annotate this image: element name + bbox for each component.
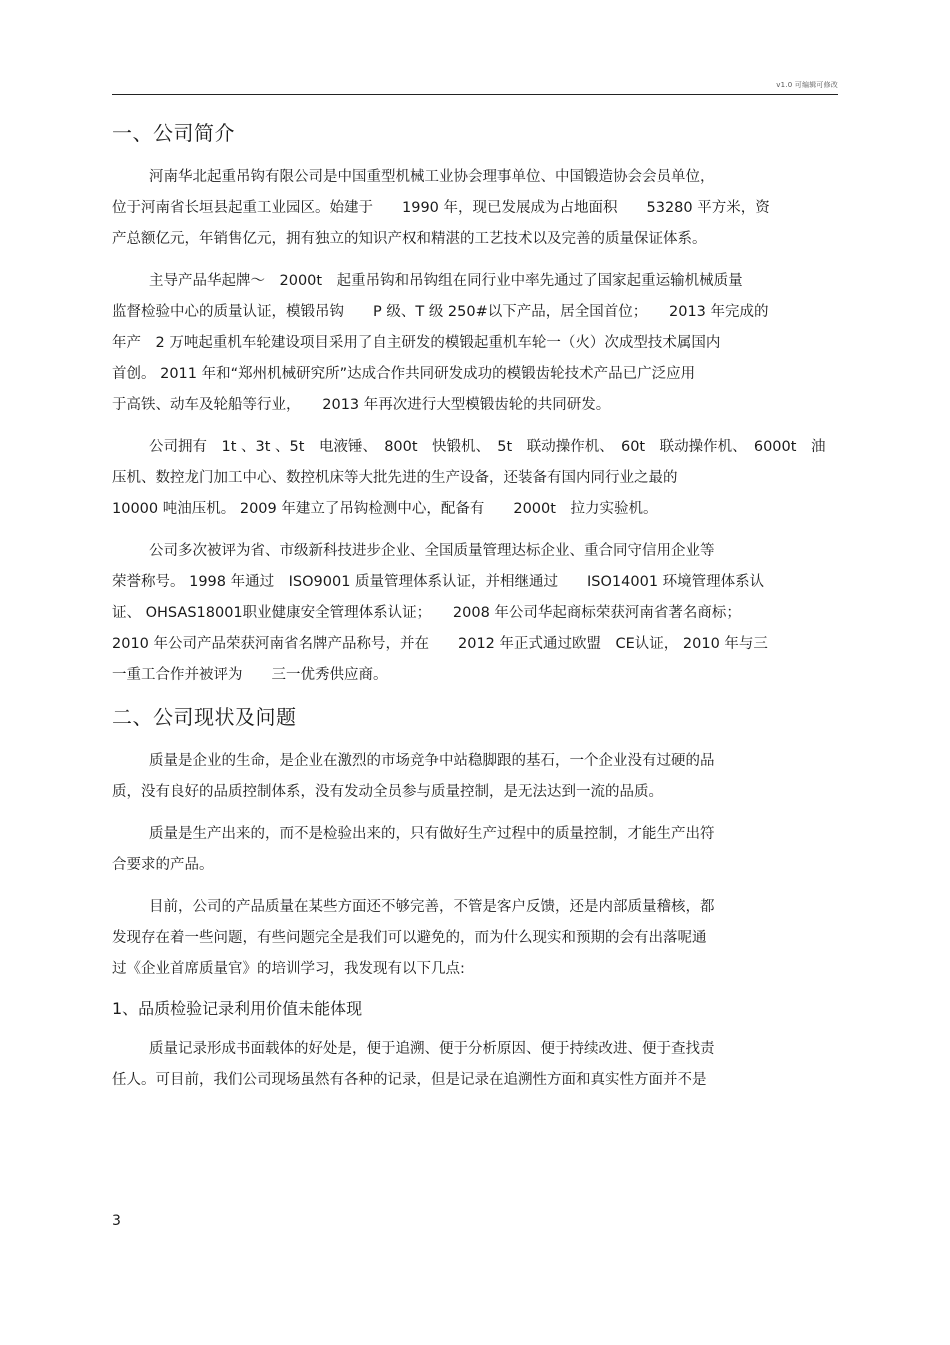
paragraph (112, 746, 838, 808)
paragraph (112, 266, 838, 421)
text-line: 证、 OHSAS18001职业健康安全管理体系认证； 2008 年公司华起商标荣获河南省著名商标； (112, 605, 741, 621)
text-line: 监督检验中心的质量认证，模锻吊钩 P 级、T 级 250#以下产品，居全国首位； 2013 年完成的 (112, 304, 769, 320)
text-line: 于高铁、动车及轮船等行业， 2013 年再次进行大型模锻齿轮的共同研发。 (112, 397, 611, 413)
text-line: 一重工合作并被评为 三一优秀供应商。 (112, 667, 388, 683)
paragraph (112, 819, 838, 881)
section-title-company-intro: 一、公司简介 (112, 121, 235, 145)
text-line: 主导产品华起牌～ 2000t 起重吊钩和吊钩组在同行业中率先通过了国家起重运输机械质量 (149, 273, 743, 289)
text-line: 年产 2 万吨起重机车轮建设项目采用了自主研发的模锻起重机车轮一（火）次成型技术属国内 (112, 335, 721, 351)
version-note: v1.0 可编辑可修改 (776, 81, 838, 89)
paragraph (112, 536, 838, 691)
paragraph (112, 892, 838, 985)
subsection-title: 1、品质检验记录利用价值未能体现 (112, 999, 363, 1018)
text-line: 任人。可目前，我们公司现场虽然有各种的记录，但是记录在追溯性方面和真实性方面并不是 (112, 1072, 707, 1088)
text-line: 质量记录形成书面载体的好处是，便于追溯、便于分析原因、便于持续改进、便于查找责 (149, 1041, 715, 1057)
paragraph (112, 1034, 838, 1096)
text-line: 首创。 2011 年和“郑州机械研究所”达成合作共同研发成功的模锻齿轮技术产品已广泛应用 (112, 366, 696, 382)
section-title-status-and-issues: 二、公司现状及问题 (112, 705, 297, 729)
text-line: 产总额亿元，年销售亿元，拥有独立的知识产权和精湛的工艺技术以及完善的质量保证体系。 (112, 231, 707, 247)
text-line: 河南华北起重吊钩有限公司是中国重型机械工业协会理事单位、中国锻造协会会员单位， (149, 169, 715, 185)
text-line: 过《企业首席质量官》的培训学习，我发现有以下几点: (112, 961, 465, 977)
text-line: 公司拥有 1t 、3t 、5t 电液锤、 800t 快锻机、 5t 联动操作机、 60t 联动操作机、 6000t 油 (149, 439, 826, 455)
page-number: 3 (112, 1213, 121, 1229)
text-line: 质，没有良好的品质控制体系，没有发动全员参与质量控制，是无法达到一流的品质。 (112, 784, 663, 800)
paragraph (112, 162, 838, 255)
text-line: 发现存在着一些问题，有些问题完全是我们可以避免的，而为什么现实和预期的会有出落呢通 (112, 930, 707, 946)
text-line: 10000 吨油压机。 2009 年建立了吊钩检测中心，配备有 2000t 拉力实验机。 (112, 501, 658, 517)
header-divider (112, 94, 838, 95)
text-line: 合要求的产品。 (112, 857, 214, 873)
paragraph (112, 432, 838, 525)
text-line: 公司多次被评为省、市级新科技进步企业、全国质量管理达标企业、重合同守信用企业等 (149, 543, 715, 559)
text-line: 质量是企业的生命，是企业在激烈的市场竞争中站稳脚跟的基石，一个企业没有过硬的品 (149, 753, 715, 769)
text-line: 压机、数控龙门加工中心、数控机床等大批先进的生产设备，还装备有国内同行业之最的 (112, 470, 678, 486)
text-line: 位于河南省长垣县起重工业园区。始建于 1990 年，现已发展成为占地面积 53280 平方米，资 (112, 200, 770, 216)
document-body (112, 118, 838, 1107)
text-line: 荣誉称号。 1998 年通过 ISO9001 质量管理体系认证，并相继通过 ISO14001 环境管理体系认 (112, 574, 765, 590)
text-line: 质量是生产出来的，而不是检验出来的，只有做好生产过程中的质量控制，才能生产出符 (149, 826, 715, 842)
text-line: 目前，公司的产品质量在某些方面还不够完善，不管是客户反馈，还是内部质量稽核，都 (149, 899, 715, 915)
text-line: 2010 年公司产品荣获河南省名牌产品称号，并在 2012 年正式通过欧盟 CE认证， 2010 年与三 (112, 636, 768, 652)
